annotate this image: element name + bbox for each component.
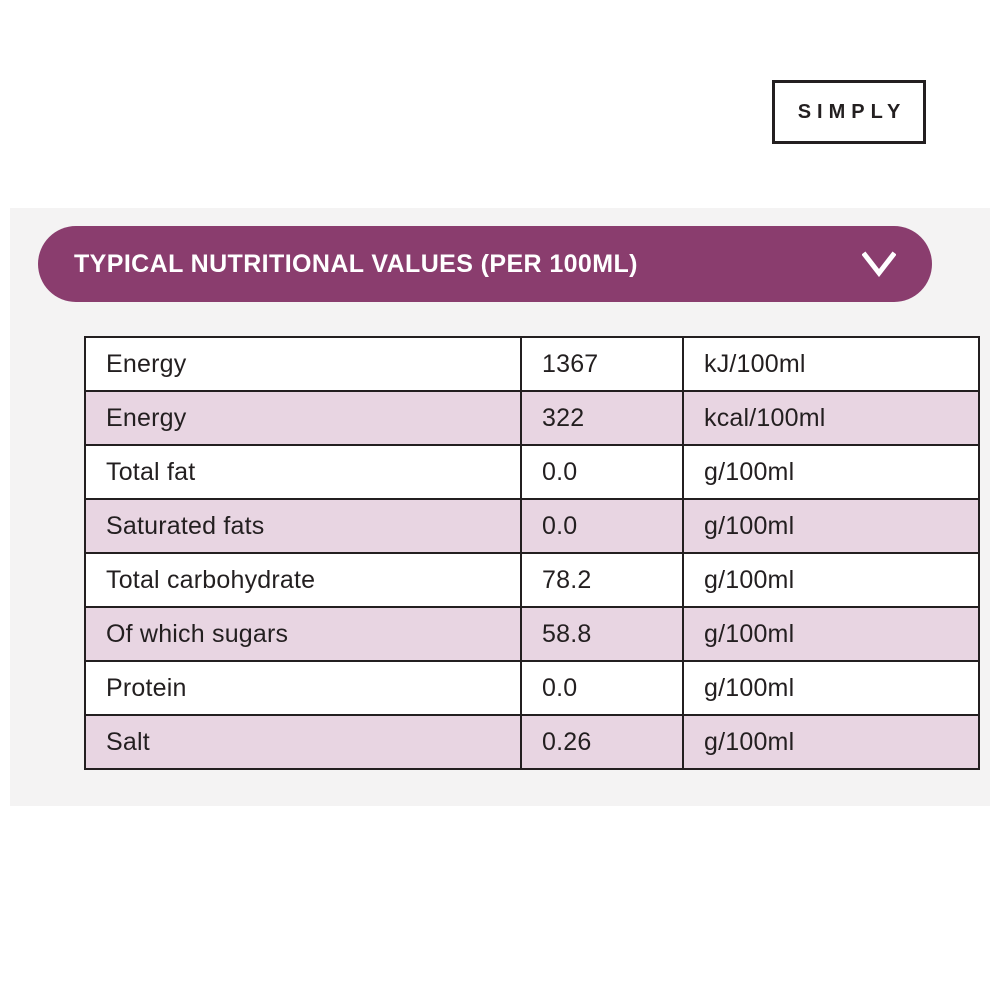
nutrient-value: 0.0	[521, 661, 683, 715]
nutrient-name: Protein	[85, 661, 521, 715]
nutrient-unit: kcal/100ml	[683, 391, 979, 445]
nutrient-value: 0.26	[521, 715, 683, 769]
nutrient-name: Salt	[85, 715, 521, 769]
table-row	[85, 337, 979, 391]
nutrient-unit: g/100ml	[683, 607, 979, 661]
nutrient-value: 1367	[521, 337, 683, 391]
nutrient-value: 0.0	[521, 445, 683, 499]
nutrient-name: Saturated fats	[85, 499, 521, 553]
nutrition-panel	[10, 208, 990, 806]
table-row	[85, 715, 979, 769]
nutrition-table-body	[85, 337, 979, 769]
brand-logo-text: SIMPLY	[797, 100, 907, 123]
nutrient-unit: g/100ml	[683, 661, 979, 715]
brand-logo	[772, 80, 926, 144]
table-row	[85, 661, 979, 715]
table-row	[85, 607, 979, 661]
nutrient-name: Total carbohydrate	[85, 553, 521, 607]
nutrition-panel-header[interactable]	[38, 226, 932, 302]
table-row	[85, 553, 979, 607]
nutrient-unit: g/100ml	[683, 715, 979, 769]
nutrient-value: 0.0	[521, 499, 683, 553]
nutrient-value: 78.2	[521, 553, 683, 607]
table-row	[85, 391, 979, 445]
table-row	[85, 499, 979, 553]
chevron-down-icon[interactable]	[862, 251, 896, 277]
nutrient-unit: g/100ml	[683, 553, 979, 607]
nutrient-name: Energy	[85, 391, 521, 445]
nutrient-name: Total fat	[85, 445, 521, 499]
nutrient-value: 322	[521, 391, 683, 445]
nutrient-unit: g/100ml	[683, 445, 979, 499]
nutrient-value: 58.8	[521, 607, 683, 661]
nutrient-unit: g/100ml	[683, 499, 979, 553]
nutrient-name: Energy	[85, 337, 521, 391]
nutrient-unit: kJ/100ml	[683, 337, 979, 391]
page-title: TYPICAL NUTRITIONAL VALUES (PER 100ML)	[74, 249, 638, 278]
table-row	[85, 445, 979, 499]
nutrient-name: Of which sugars	[85, 607, 521, 661]
nutrition-table	[84, 336, 980, 770]
